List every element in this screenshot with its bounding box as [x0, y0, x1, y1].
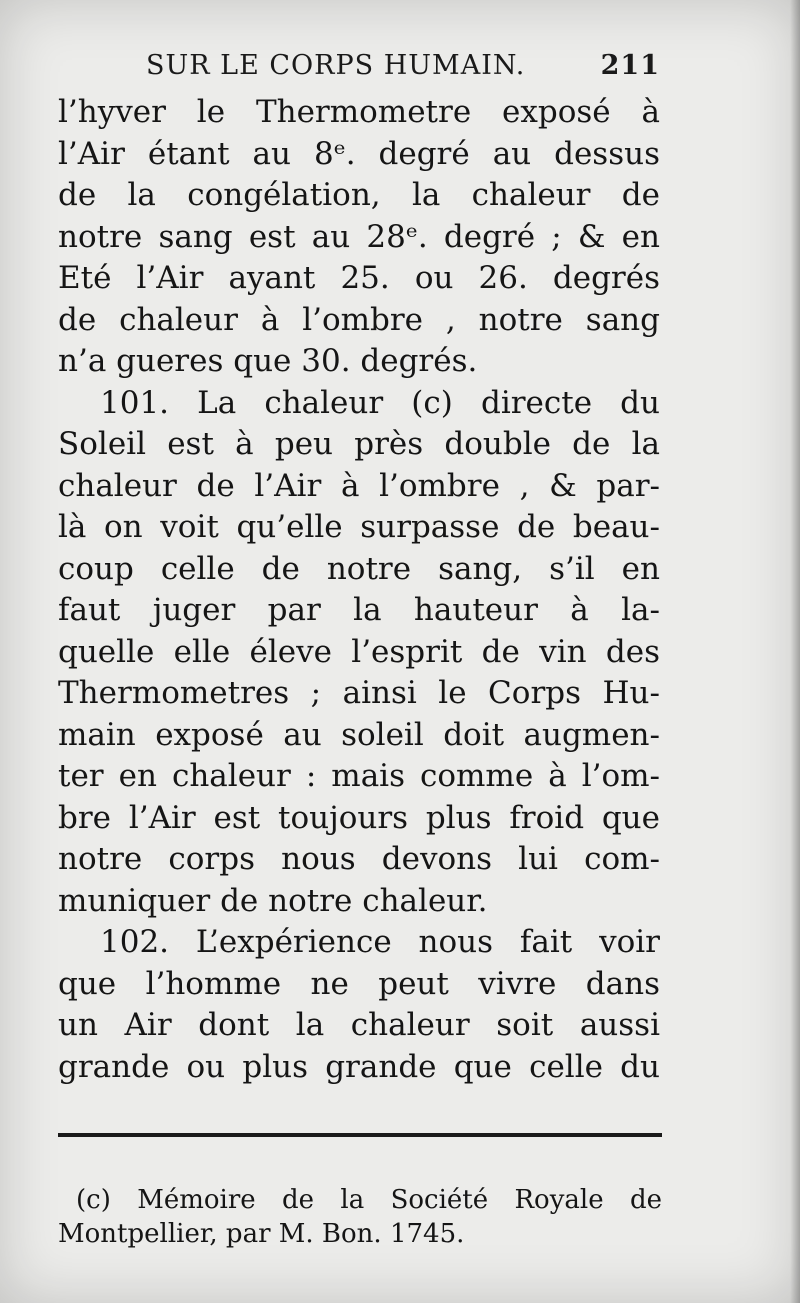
text-line: Eté l’Air ayant 25. ou 26. degrés	[58, 260, 660, 296]
text-line: que l’homme ne peut vivre dans	[58, 965, 660, 1002]
body-text	[58, 92, 660, 1088]
page-number: 211	[600, 50, 660, 81]
text-line: grande ou plus grande que celle du	[58, 1048, 660, 1085]
text-line: n’a gueres que 30. degrés.	[58, 343, 478, 379]
text-line: là on voit qu’elle surpasse de beau-	[58, 509, 660, 545]
footnote-line: Montpellier, par M. Bon. 1745.	[58, 1219, 465, 1249]
text-line: notre corps nous devons lui com-	[58, 841, 660, 877]
text-line: Thermometres ; ainsi le Corps Hu-	[58, 675, 660, 711]
text-line: coup celle de notre sang, s’il en	[58, 550, 660, 587]
running-head-title: SUR LE CORPS HUMAIN.	[146, 50, 526, 81]
text-line: Soleil est à peu près double de la	[58, 426, 660, 462]
text-line: notre sang est au 28ᵉ. degré ; & en	[58, 218, 660, 255]
text-line: de chaleur à l’ombre , notre sang	[58, 301, 660, 338]
text-line: bre l’Air est toujours plus froid que	[58, 799, 660, 836]
text-line: l’hyver le Thermometre exposé à	[58, 94, 660, 130]
running-head	[140, 50, 660, 90]
paragraph-101-start: 101. La chaleur (c) directe du	[100, 384, 660, 421]
text-line: muniquer de notre chaleur.	[58, 882, 488, 919]
text-line: faut juger par la hauteur à la-	[58, 592, 660, 628]
text-line: main exposé au soleil doit augmen-	[58, 716, 660, 753]
text-line: ter en chaleur : mais comme à l’om-	[58, 758, 660, 794]
footnote-rule	[58, 1133, 662, 1137]
text-line: quelle elle éleve l’esprit de vin des	[58, 633, 660, 670]
footnote-line: (c) Mémoire de la Société Royale de	[76, 1185, 662, 1215]
text-line: chaleur de l’Air à l’ombre , & par-	[58, 467, 660, 504]
footnote	[58, 1183, 662, 1251]
text-line: de la congélation, la chaleur de	[58, 177, 660, 213]
text-line: l’Air étant au 8ᵉ. degré au dessus	[58, 135, 660, 172]
text-line: un Air dont la chaleur soit aussi	[58, 1007, 660, 1043]
page-edge-shadow	[790, 0, 800, 1303]
paragraph-102-start: 102. L’expérience nous fait voir	[100, 924, 660, 960]
